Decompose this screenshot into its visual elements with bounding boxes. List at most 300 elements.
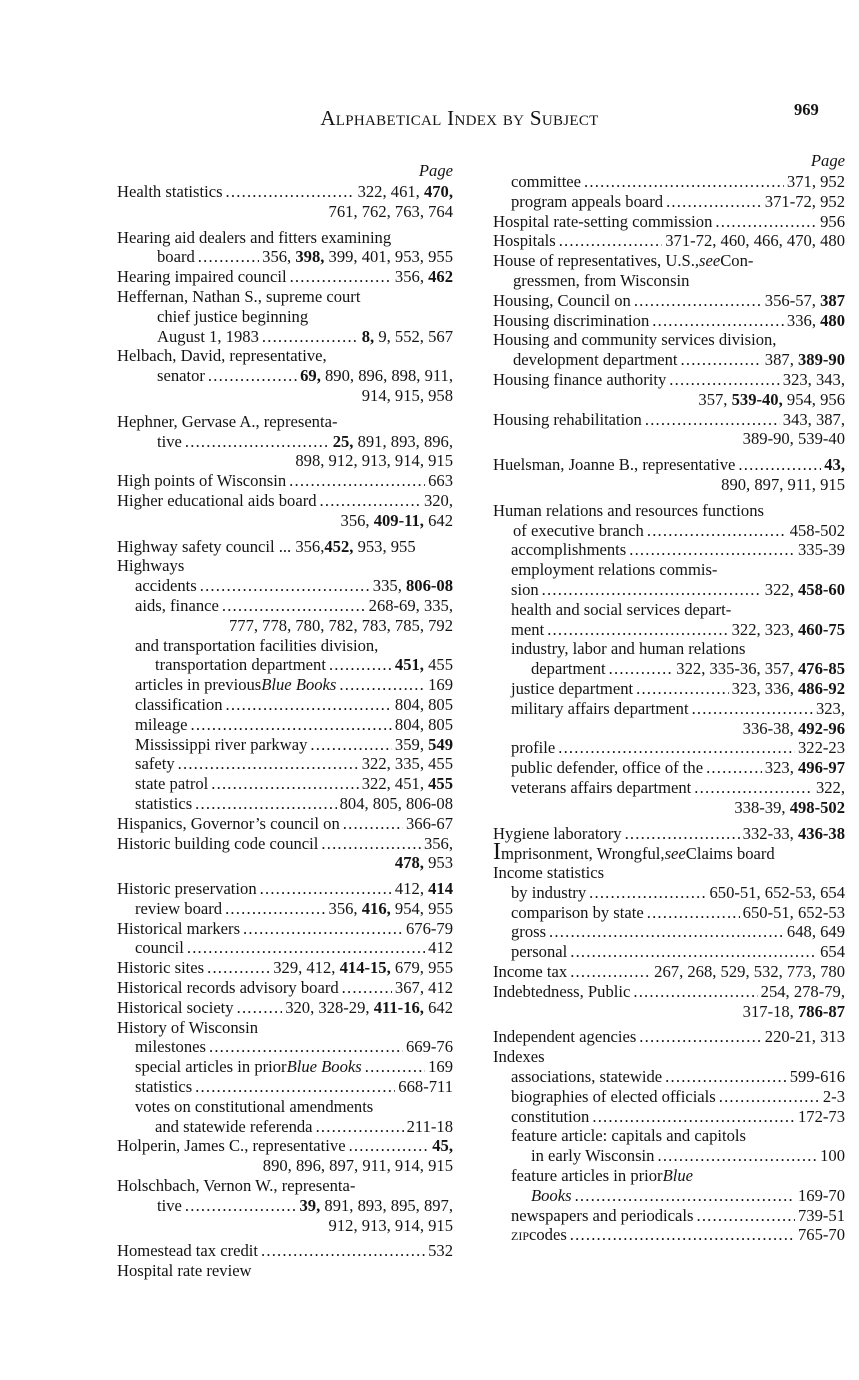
index-entry	[117, 938, 453, 958]
index-entry	[493, 639, 845, 679]
index-line	[117, 774, 453, 794]
page-ref: 777, 778, 780, 782, 783, 785, 792	[228, 615, 453, 635]
index-line	[117, 451, 453, 471]
index-term: Highways	[117, 556, 185, 576]
index-line	[117, 998, 453, 1018]
index-entry	[117, 774, 453, 794]
index-term: tive	[157, 1195, 182, 1215]
index-line	[493, 311, 845, 331]
index-line	[117, 287, 453, 307]
index-entry	[493, 778, 845, 818]
page-ref: 953, 955	[353, 536, 416, 556]
index-entry	[117, 537, 453, 557]
page-ref: 322-23	[797, 738, 845, 758]
index-term-italic: Books	[531, 1185, 572, 1205]
dot-leader	[696, 1206, 795, 1226]
index-entry	[117, 1037, 453, 1057]
dot-leader	[185, 432, 330, 452]
page-references	[341, 511, 453, 531]
page-references	[765, 350, 845, 370]
page-references	[333, 432, 453, 452]
page-header	[0, 100, 859, 136]
dot-leader	[339, 675, 425, 695]
index-term: Historic sites	[117, 958, 205, 978]
page-ref: 322, 335-36, 357,	[676, 659, 798, 679]
dot-leader	[665, 1067, 787, 1087]
index-line	[493, 600, 845, 620]
index-term-italic: see	[664, 844, 686, 864]
page-ref: 898, 912, 913, 914, 915	[295, 451, 453, 471]
index-column-right	[493, 150, 845, 1245]
index-term: veterans affairs department	[511, 777, 692, 797]
index-term: justice department	[511, 678, 634, 698]
index-term: of executive branch	[513, 520, 644, 540]
index-entry	[493, 824, 845, 844]
index-term: statistics	[135, 793, 193, 813]
dot-leader	[226, 182, 355, 202]
page-references	[406, 1037, 453, 1057]
column-page-label: Page	[418, 161, 453, 180]
index-line	[117, 879, 453, 899]
index-term: Income tax	[493, 962, 568, 982]
page-references	[709, 883, 845, 903]
page-ref: 436-38	[797, 823, 845, 843]
page-references	[358, 182, 453, 202]
page-references	[229, 616, 453, 636]
page-references	[407, 1117, 453, 1137]
dot-leader	[222, 596, 366, 616]
dot-leader	[549, 922, 784, 942]
page-ref: 8,	[361, 326, 375, 346]
page-ref: 891, 893, 896,	[353, 431, 453, 451]
index-line	[493, 350, 845, 370]
index-line	[493, 942, 845, 962]
index-term: associations, statewide	[511, 1067, 663, 1087]
index-entry	[117, 879, 453, 899]
page-ref: 761, 762, 763, 764	[328, 201, 453, 221]
page-ref: 399, 401, 953, 955	[324, 247, 453, 267]
page-references	[798, 1186, 845, 1206]
dot-leader	[634, 291, 762, 311]
dot-leader	[198, 247, 259, 267]
index-line	[117, 899, 453, 919]
index-line	[117, 1176, 453, 1196]
index-line	[493, 1107, 845, 1127]
index-line	[117, 814, 453, 834]
index-line	[493, 798, 845, 818]
page-references	[432, 1136, 453, 1156]
dot-leader	[706, 758, 762, 778]
index-entry	[493, 192, 845, 212]
index-term: History of Wisconsin	[117, 1017, 258, 1037]
page-references	[743, 429, 845, 449]
page-ref: 356,	[328, 898, 362, 918]
index-line	[117, 386, 453, 406]
index-line	[493, 659, 845, 679]
index-entry	[493, 540, 845, 560]
index-line	[493, 1047, 845, 1067]
index-term: Hospital rate review	[117, 1261, 252, 1281]
dot-leader	[185, 1196, 297, 1216]
index-term: Mississippi river parkway	[135, 734, 308, 754]
index-line	[493, 212, 845, 232]
page-references	[295, 451, 453, 471]
index-term: classification	[135, 694, 223, 714]
page-ref: 669-76	[405, 1037, 453, 1057]
index-line	[493, 540, 845, 560]
page-references	[820, 212, 845, 232]
index-entry	[493, 1027, 845, 1047]
page-references	[273, 958, 453, 978]
index-line	[493, 1067, 845, 1087]
page-references	[424, 834, 453, 854]
dot-leader	[207, 958, 270, 978]
index-entry	[117, 576, 453, 596]
page-ref: 498-502	[789, 797, 845, 817]
dot-leader	[343, 814, 403, 834]
page-ref: 412,	[394, 879, 429, 899]
page-references	[798, 540, 845, 560]
page-ref: 648, 649	[786, 922, 845, 942]
page-ref: 336,	[786, 310, 821, 330]
index-line	[493, 758, 845, 778]
index-term: milestones	[135, 1037, 206, 1057]
index-line	[117, 576, 453, 596]
index-entry	[493, 600, 845, 640]
dot-leader	[652, 311, 784, 331]
index-line	[117, 247, 453, 267]
index-term: Health statistics	[117, 182, 223, 201]
index-term: industry, labor and human relations	[511, 639, 746, 659]
page-references	[783, 410, 845, 430]
index-term: senator	[157, 366, 205, 386]
index-entry	[493, 699, 845, 739]
index-line	[493, 1126, 845, 1146]
index-term: public defender, office of the	[511, 758, 704, 778]
index-line	[117, 794, 453, 814]
index-term: accomplishments	[511, 540, 627, 560]
index-entry	[493, 1206, 845, 1226]
dot-leader	[559, 231, 663, 251]
dot-leader	[547, 620, 728, 640]
page-ref: 412	[428, 938, 453, 958]
index-term: feature article: capitals and capitols	[511, 1126, 746, 1146]
page-references	[395, 879, 453, 899]
index-term: gross	[511, 922, 547, 942]
index-term: articles in previous	[135, 675, 262, 695]
dot-leader	[316, 1117, 404, 1137]
index-entry	[493, 1047, 845, 1067]
page-references	[676, 659, 845, 679]
index-line	[117, 695, 453, 715]
page-ref: 411-16,	[373, 997, 424, 1017]
page-ref: 367, 412	[394, 978, 453, 998]
index-entry	[117, 695, 453, 715]
index-entry	[117, 1176, 453, 1235]
page-references	[734, 798, 845, 818]
index-line	[117, 853, 453, 873]
page-ref: 211-18	[406, 1116, 453, 1136]
index-line	[493, 192, 845, 212]
drop-initial: I	[493, 839, 501, 866]
page-ref: 25,	[332, 431, 354, 451]
page-ref: 338-39,	[734, 797, 790, 817]
index-term: Holperin, James C., representative	[117, 1136, 346, 1156]
index-term: August 1, 1983	[157, 326, 259, 346]
page-ref: 668-711	[398, 1077, 453, 1097]
index-entry	[117, 1077, 453, 1097]
page-references	[790, 521, 845, 541]
index-term-italic: Blue Books	[261, 675, 337, 695]
page-references	[340, 794, 453, 814]
dot-leader	[200, 576, 370, 596]
page-ref: 956	[820, 211, 845, 231]
index-line	[117, 228, 453, 248]
dot-leader	[666, 192, 762, 212]
index-line	[117, 715, 453, 735]
index-line	[493, 1027, 845, 1047]
index-line	[493, 824, 845, 844]
page-references	[428, 1057, 453, 1077]
index-line	[117, 1136, 453, 1156]
page-ref: 532	[428, 1241, 453, 1261]
index-line	[117, 1156, 453, 1176]
page-ref: 539-40,	[731, 389, 783, 409]
index-line	[493, 1146, 845, 1166]
dot-leader	[584, 172, 784, 192]
index-entry	[117, 958, 453, 978]
page-ref: 451,	[394, 655, 424, 675]
index-line	[493, 560, 845, 580]
page-references	[816, 778, 845, 798]
index-line	[493, 679, 845, 699]
dot-leader	[321, 834, 421, 854]
index-entry	[493, 1126, 845, 1166]
page-ref: 359,	[394, 734, 429, 754]
page-references	[395, 978, 453, 998]
page-ref: 654	[820, 942, 845, 962]
index-line	[493, 291, 845, 311]
index-entry	[493, 231, 845, 251]
dot-leader	[329, 655, 392, 675]
page-references	[362, 754, 453, 774]
index-term: military affairs department	[511, 698, 689, 718]
index-term-italic: Blue	[662, 1166, 693, 1186]
index-term: biographies of elected officials	[511, 1086, 716, 1106]
page-ref: 478,	[394, 853, 424, 873]
index-line	[117, 432, 453, 452]
page-ref: 679, 955	[390, 958, 453, 978]
index-term: Hearing impaired council	[117, 267, 287, 287]
index-entry	[117, 1241, 453, 1261]
index-entry	[117, 899, 453, 919]
page-ref: 371, 952	[786, 172, 845, 191]
dot-leader	[211, 774, 358, 794]
index-term: Human relations and resources functions	[493, 500, 764, 520]
page-ref: 480	[820, 310, 845, 330]
page-references	[816, 699, 845, 719]
index-line	[493, 839, 845, 866]
dot-leader	[209, 1037, 403, 1057]
dot-leader	[349, 1136, 430, 1156]
dot-leader	[575, 1186, 795, 1206]
dot-leader	[738, 455, 821, 475]
page-ref: 455	[428, 774, 453, 794]
page-references	[732, 679, 845, 699]
page-references	[787, 922, 845, 942]
index-entry	[117, 754, 453, 774]
index-line	[117, 1077, 453, 1097]
index-term: development department	[513, 350, 678, 370]
index-entry	[117, 675, 453, 695]
page-references	[362, 327, 453, 347]
page-references	[329, 202, 453, 222]
page-ref: 806-08	[405, 576, 453, 596]
index-line	[117, 412, 453, 432]
index-term: Highway safety council ... 356,	[117, 536, 325, 556]
index-entry	[493, 962, 845, 982]
page-references	[798, 1206, 845, 1226]
index-line	[493, 620, 845, 640]
index-term: newspapers and periodicals	[511, 1205, 694, 1225]
index-term: health and social services depart-	[511, 599, 732, 619]
page-ref: 317-18,	[742, 1001, 798, 1021]
index-line	[117, 834, 453, 854]
index-line	[493, 883, 845, 903]
page-references	[406, 919, 453, 939]
index-entry	[493, 311, 845, 331]
page-references	[369, 596, 453, 616]
page-ref: 387,	[764, 350, 798, 370]
page-ref: 891, 893, 895, 897,	[320, 1195, 453, 1215]
page-ref: 220-21, 313	[764, 1027, 845, 1047]
page-references	[721, 475, 845, 495]
index-line	[493, 962, 845, 982]
page-ref: 414-15,	[339, 958, 391, 978]
index-term: gressmen, from Wisconsin	[513, 270, 690, 290]
page-references	[732, 620, 845, 640]
index-entry	[117, 228, 453, 268]
index-term: Indexes	[493, 1047, 545, 1067]
page-references	[743, 824, 845, 844]
page-ref: 890, 896, 897, 911, 914, 915	[262, 1156, 453, 1176]
index-term-continued: codes	[529, 1225, 567, 1245]
index-term: Hygiene laboratory	[493, 823, 622, 843]
index-entry	[117, 715, 453, 735]
page-references	[787, 311, 845, 331]
page-ref: 676-79	[405, 918, 453, 938]
index-entry	[493, 883, 845, 903]
dot-leader	[647, 903, 740, 923]
page-ref: 455	[423, 655, 453, 675]
page-references	[783, 370, 845, 390]
index-line	[117, 491, 453, 511]
dot-leader	[570, 962, 651, 982]
page-ref: 890, 896, 898, 911,	[320, 366, 453, 386]
index-line	[493, 370, 845, 390]
page-ref: 476-85	[797, 659, 845, 679]
index-term: chief justice beginning	[157, 306, 309, 326]
page-ref: 804, 805	[394, 694, 453, 714]
page-ref: 486-92	[797, 678, 845, 698]
page-ref: 650-51, 652-53	[742, 902, 845, 922]
index-term: feature articles in prior	[511, 1166, 663, 1186]
index-line	[493, 982, 845, 1002]
dot-leader	[609, 659, 674, 679]
page-references	[787, 172, 845, 192]
dot-leader	[657, 1146, 817, 1166]
index-entry	[117, 471, 453, 491]
index-line	[117, 182, 453, 202]
page-ref: 9, 552, 567	[374, 326, 453, 346]
index-line	[117, 1018, 453, 1038]
dot-leader	[226, 695, 392, 715]
page-references	[428, 938, 453, 958]
page-ref: 458-502	[789, 520, 845, 540]
index-entry	[493, 679, 845, 699]
index-line	[493, 1206, 845, 1226]
index-entry	[117, 636, 453, 676]
page-ref: 914, 915, 958	[361, 385, 453, 405]
index-line	[493, 501, 845, 521]
index-entry	[117, 346, 453, 405]
index-line	[117, 978, 453, 998]
page-ref: 366-67	[405, 813, 453, 833]
page-ref: 953	[423, 853, 453, 873]
index-line	[117, 938, 453, 958]
page-ref: 336-38,	[742, 718, 798, 738]
index-entry	[117, 412, 453, 471]
page-ref: 387	[820, 290, 845, 310]
index-entry	[117, 814, 453, 834]
page-references	[765, 580, 845, 600]
index-line	[493, 699, 845, 719]
index-line	[493, 271, 845, 291]
page-ref: 69,	[300, 366, 321, 386]
index-entry	[117, 1057, 453, 1077]
page-ref: 322, 323,	[731, 619, 798, 639]
index-term: aids, finance	[135, 595, 219, 615]
page-number: 969	[794, 100, 819, 119]
index-line	[117, 327, 453, 347]
index-term: Housing rehabilitation	[493, 409, 642, 429]
dot-leader	[365, 1057, 425, 1077]
page-ref: 2-3	[822, 1086, 845, 1106]
index-line	[117, 596, 453, 616]
page-ref: 398,	[295, 247, 325, 267]
index-term: Huelsman, Joanne B., representative	[493, 455, 736, 475]
index-term: Hearing aid dealers and fitters examining	[117, 227, 392, 247]
page-ref: 323,	[815, 698, 845, 718]
index-term: Indebtedness, Public	[493, 981, 631, 1001]
dot-leader	[694, 778, 813, 798]
dot-leader	[570, 1225, 795, 1245]
index-line	[493, 455, 845, 475]
index-line	[117, 556, 453, 576]
index-entry	[117, 978, 453, 998]
page-ref: 663	[428, 471, 453, 491]
page-ref: 409-11,	[373, 510, 424, 530]
index-line	[493, 903, 845, 923]
index-line	[493, 475, 845, 495]
page-references	[406, 814, 453, 834]
index-line	[493, 863, 845, 883]
page-references	[790, 1067, 845, 1087]
dot-leader	[645, 410, 780, 430]
index-term: mileage	[135, 714, 188, 734]
index-entry	[493, 942, 845, 962]
page-references	[820, 1146, 845, 1166]
